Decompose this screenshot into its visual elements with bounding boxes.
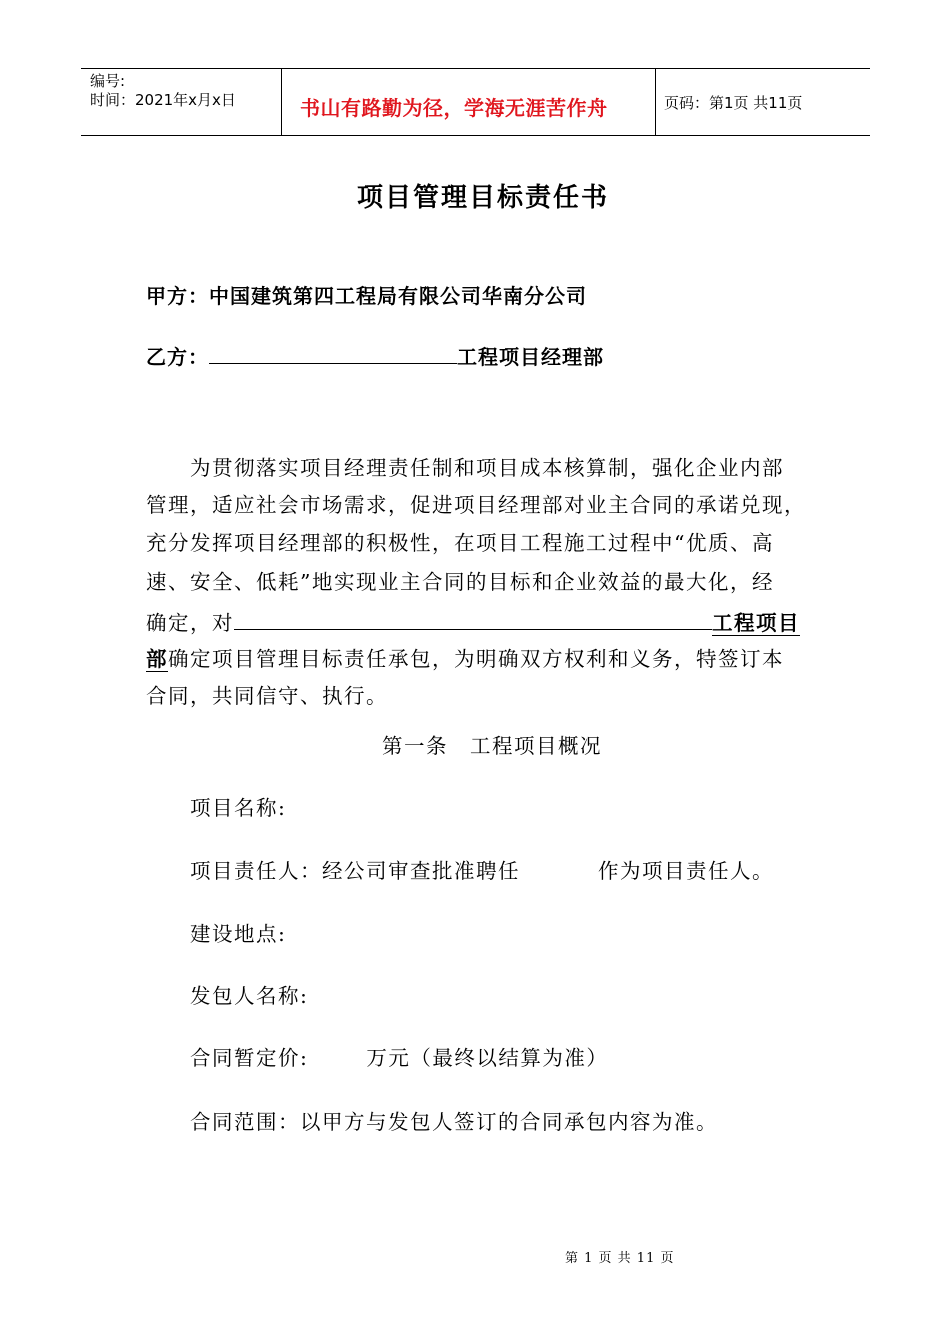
header-divider-right: [655, 68, 656, 136]
intro-line-1: 为贯彻落实项目经理责任制和项目成本核算制，强化企业内部: [190, 456, 784, 480]
article-1-heading: 第一条 工程项目概况: [382, 734, 602, 758]
construction-site-label: 建设地点:: [190, 922, 287, 946]
project-manager-suffix: 作为项目责任人。: [598, 859, 774, 883]
intro-line-6-rest: 确定项目管理目标责任承包，为明确双方权利和义务，特签订本: [168, 647, 784, 671]
party-b-label: 乙方：: [146, 345, 209, 369]
intro-line-6-bold: 部: [146, 647, 168, 671]
contract-scope: 合同范围：以甲方与发包人签订的合同承包内容为准。: [190, 1110, 718, 1134]
date-label: 时间：2021年x月x日: [90, 91, 236, 109]
intro-line-5-bold: 工程项目: [712, 611, 800, 635]
contract-price-label: 合同暂定价:: [190, 1046, 309, 1070]
intro-line-6: [146, 640, 784, 678]
header-top-border: [81, 68, 870, 69]
document-title: 项目管理目标责任书: [357, 183, 610, 213]
project-name-blank: [234, 601, 712, 630]
project-name-label: 项目名称:: [190, 796, 287, 820]
client-name-label: 发包人名称:: [190, 984, 309, 1008]
project-manager-prefix: 项目责任人：经公司审查批准聘任: [190, 859, 520, 883]
intro-line-2: 管理，适应社会市场需求，促进项目经理部对业主合同的承诺兑现，: [146, 493, 806, 517]
header-divider-left: [281, 68, 282, 136]
intro-line-4: 速、安全、低耗”地实现业主合同的目标和企业效益的最大化，经: [146, 570, 774, 594]
page-footer: 第 1 页 共 11 页: [565, 1251, 675, 1266]
party-a: 甲方：中国建筑第四工程局有限公司华南分公司: [146, 284, 587, 308]
page-code: 页码：第1页 共11页: [664, 94, 803, 112]
intro-line-5: [146, 601, 800, 642]
intro-line-7: 合同，共同信守、执行。: [146, 684, 388, 708]
party-b: [146, 341, 604, 370]
contract-price-value: 万元（最终以结算为准）: [366, 1046, 609, 1070]
project-manager-line: [190, 852, 774, 890]
intro-line-5-prefix: 确定，对: [146, 611, 234, 635]
header-bottom-border: [81, 135, 870, 136]
party-b-blank: [209, 341, 457, 364]
intro-line-3: 充分发挥项目经理部的积极性，在项目工程施工过程中“优质、高: [146, 531, 774, 555]
party-b-suffix: 工程项目经理部: [457, 345, 604, 369]
serial-label: 编号:: [90, 72, 126, 90]
motto-text: 书山有路勤为径，学海无涯苦作舟: [300, 96, 608, 120]
contract-price-line: [190, 1039, 608, 1077]
